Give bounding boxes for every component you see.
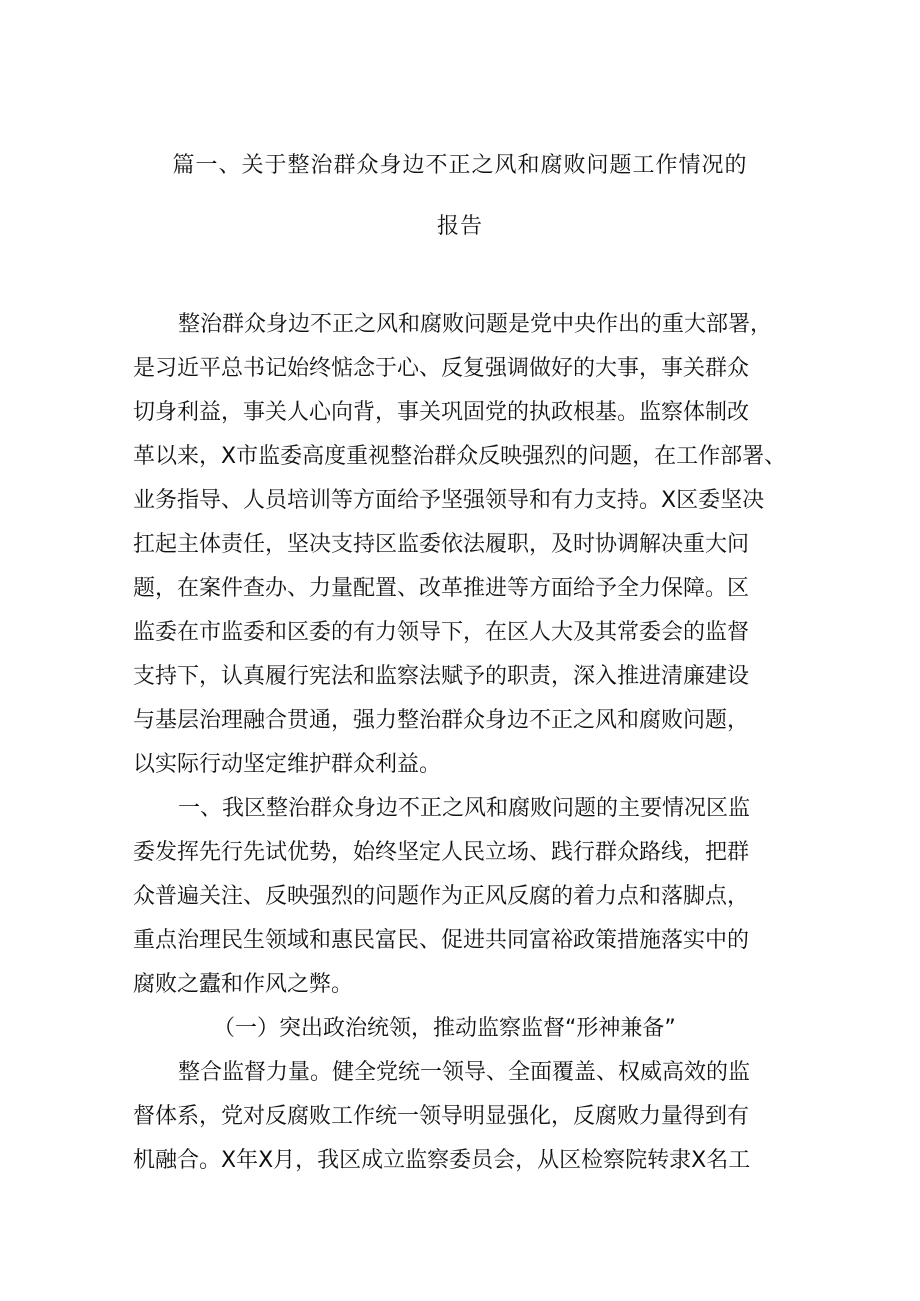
section-1-heading-line: 一、我区整治群众身边不正之风和腐败问题的主要情况区监 bbox=[178, 796, 751, 821]
paragraph-1-line: 监委在市监委和区委的有力领导下，在区人大及其常委会的监督 bbox=[133, 620, 750, 645]
paragraph-1-line: 扛起主体责任，坚决支持区监委依法履职，及时协调解决重大问 bbox=[133, 532, 750, 557]
paragraph-1-line: 是习近平总书记始终惦念于心、反复强调做好的大事，事关群众 bbox=[133, 356, 750, 381]
paragraph-1-line: 以实际行动坚定维护群众利益。 bbox=[133, 752, 442, 777]
section-1-line: 委发挥先行先试优势，始终坚定人民立场、践行群众路线，把群 bbox=[133, 840, 750, 865]
paragraph-1-line: 整治群众身边不正之风和腐败问题是党中央作出的重大部署， bbox=[178, 312, 773, 337]
paragraph-1-line: 革以来，X市监委高度重视整治群众反映强烈的问题，在工作部署、 bbox=[133, 444, 787, 469]
paragraph-3-line: 督体系，党对反腐败工作统一领导明显强化，反腐败力量得到有 bbox=[133, 1104, 750, 1129]
section-1-line: 腐败之蠹和作风之弊。 bbox=[133, 972, 354, 997]
paragraph-1-line: 题，在案件查办、力量配置、改革推进等方面给予全力保障。区 bbox=[133, 576, 750, 601]
section-1-line: 重点治理民生领域和惠民富民、促进共同富裕政策措施落实中的 bbox=[133, 928, 750, 953]
paragraph-1-line: 切身利益，事关人心向背，事关巩固党的执政根基。监察体制改 bbox=[133, 400, 750, 425]
paragraph-3-line: 整合监督力量。健全党统一领导、全面覆盖、权威高效的监 bbox=[178, 1060, 751, 1085]
doc-title-line-2: 报告 bbox=[436, 214, 483, 239]
paragraph-1-line: 与基层治理融合贯通，强力整治群众身边不正之风和腐败问题， bbox=[133, 708, 750, 733]
paragraph-1-line: 支持下，认真履行宪法和监察法赋予的职责，深入推进清廉建设 bbox=[133, 664, 750, 689]
doc-title-line-1: 篇一、关于整治群众身边不正之风和腐败问题工作情况的 bbox=[172, 153, 748, 178]
section-1-line: 众普遍关注、反映强烈的问题作为正风反腐的着力点和落脚点， bbox=[133, 884, 750, 909]
subsection-heading: （一）突出政治统领，推动监察监督“形神兼备” bbox=[213, 1016, 676, 1041]
paragraph-3-line: 机融合。X年X月，我区成立监察委员会，从区检察院转隶X名工 bbox=[133, 1148, 751, 1173]
paragraph-1-line: 业务指导、人员培训等方面给予坚强领导和有力支持。X区委坚决 bbox=[133, 488, 765, 513]
